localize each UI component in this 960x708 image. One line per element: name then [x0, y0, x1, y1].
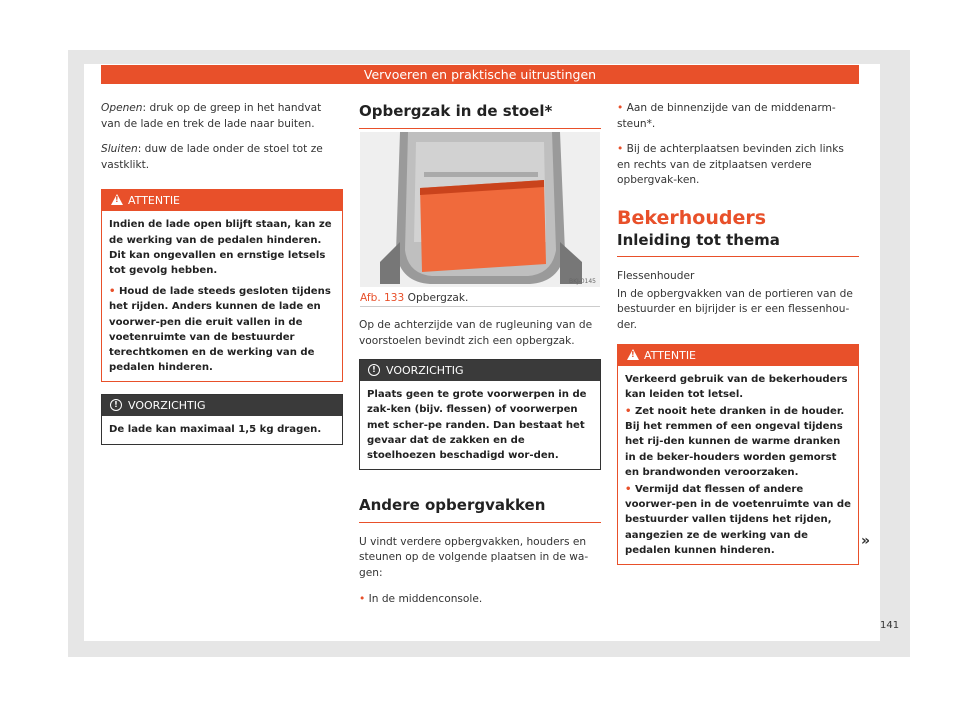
bullet-item-1	[359, 592, 601, 608]
bullet-icon: •	[625, 405, 635, 417]
note-box	[101, 394, 343, 444]
open-paragraph	[101, 101, 343, 132]
section-title: Opbergzak in de stoel*	[359, 104, 601, 129]
storage-paragraph: U vindt verdere opbergvakken, houders en steunen op de volgende plaatsen in de wa-gen:	[359, 535, 589, 579]
column-3	[617, 101, 859, 565]
pocket-paragraph: Op de achterzijde van de rugleuning van de voorstoelen bevindt zich een opbergzak.	[359, 319, 593, 347]
warning-bullet-text: Houd de lade steeds gesloten tijdens het rijden. Anders kunnen de lade en voorwer-pen die eruit vallen in de voetenruimte van de bestuurder terechtkomen en de werking van de pedalen hinderen.	[109, 286, 331, 374]
info-circle-icon: !	[368, 364, 380, 376]
close-text: : duw de lade onder de stoel tot ze vastklikt.	[101, 143, 323, 171]
warning-box	[101, 189, 343, 382]
warning-body-2	[618, 366, 858, 564]
section-title-3: Inleiding tot thema	[617, 233, 859, 258]
page-number: 141	[880, 620, 900, 631]
bullet-item-2	[617, 101, 859, 132]
bullet-item-1-text: In de middenconsole.	[368, 592, 483, 605]
bullet-icon: •	[617, 102, 627, 114]
warning-body	[102, 211, 342, 381]
warning-triangle-icon	[627, 349, 639, 360]
warning-header	[102, 190, 342, 211]
bullet-item-3-text: Bij de achterplaatsen bevinden zich links en rechts van de zitplaatsen verdere opbergvak-ken.	[617, 143, 844, 187]
bullet-item-2-text: Aan de binnenzijde van de middenarm-steun*.	[617, 102, 836, 130]
bottle-paragraph: In de opbergvakken van de portieren van de bestuurder en bijrijder is er een flessenhou-der.	[617, 287, 853, 331]
note-title-2: VOORZICHTIG	[386, 364, 464, 378]
warning-bullet-2b-text: Vermijd dat flessen of andere voorwer-pen in de voetenruimte van de bestuurder vallen tijdens het rijden, aangezien ze de werking van de pedalen kunnen hinderen.	[625, 483, 851, 556]
warning-triangle-icon	[111, 194, 123, 205]
caption-divider	[360, 306, 600, 307]
close-label: Sluiten	[101, 143, 138, 156]
column-2-bottom	[359, 318, 601, 617]
figure-number: Afb. 133	[360, 292, 405, 304]
note-body-2	[360, 381, 600, 469]
figure-caption	[360, 292, 468, 304]
bullet-item-3	[617, 142, 859, 189]
figure-caption-text: Opbergzak.	[407, 292, 469, 304]
note-header	[102, 395, 342, 416]
warning-bullet-2a-text: Zet nooit hete dranken in de houder. Bij het remmen of een ongeval tijdens het rij-den kunnen de warme dranken in de beker-houders worden gemorst en brandwonden veroorzaken.	[625, 405, 845, 478]
figure-code: BKJ-0145	[568, 278, 596, 285]
column-1	[101, 101, 343, 445]
warning-title: ATTENTIE	[128, 194, 181, 208]
close-paragraph	[101, 142, 343, 173]
info-circle-icon: !	[110, 399, 122, 411]
column-2-top	[359, 104, 601, 129]
sub-title: Flessenhouder	[617, 270, 695, 283]
bullet-icon: •	[617, 143, 627, 156]
warning-bullet	[109, 284, 335, 375]
bullet-icon: •	[109, 286, 119, 298]
page-header: Vervoeren en praktische uitrustingen	[101, 65, 859, 84]
note-text-2: Plaats geen te grote voorwerpen in de zak-ken (bijv. flessen) of voorwerpen met scher-pe randen. Dan bestaat het gevaar dat de zakken en de stoelhoezen beschadigd wor-den.	[367, 389, 587, 461]
warning-text-2: Verkeerd gebruik van de bekerhouders kan leiden tot letsel.	[625, 373, 848, 400]
seat-back-illustration	[360, 132, 600, 287]
warning-bullet-2b	[625, 482, 851, 558]
warning-bullet-2a	[625, 404, 851, 480]
open-label: Openen	[101, 102, 143, 114]
warning-title-2: ATTENTIE	[644, 348, 697, 362]
warning-header-2	[618, 345, 858, 366]
bullet-icon: •	[359, 592, 369, 605]
warning-box-2	[617, 344, 859, 565]
note-title: VOORZICHTIG	[128, 399, 206, 413]
warning-text: Indien de lade open blijft staan, kan ze de werking van de pedalen hinderen. Dit kan ongevallen en ernstige letsels tot gevolg hebben.	[109, 219, 332, 276]
figure-seat-pocket	[360, 132, 600, 287]
open-text: : druk op de greep in het handvat van de lade en trek de lade naar buiten.	[101, 102, 322, 130]
note-body	[102, 416, 342, 443]
note-text: De lade kan maximaal 1,5 kg dragen.	[109, 424, 322, 436]
bullet-icon: •	[625, 483, 635, 495]
note-box-2	[359, 359, 601, 470]
section-title-2: Andere opbergvakken	[359, 498, 601, 523]
continue-marker: »	[861, 533, 871, 549]
chapter-title: Bekerhouders	[617, 206, 767, 229]
note-header-2	[360, 360, 600, 381]
